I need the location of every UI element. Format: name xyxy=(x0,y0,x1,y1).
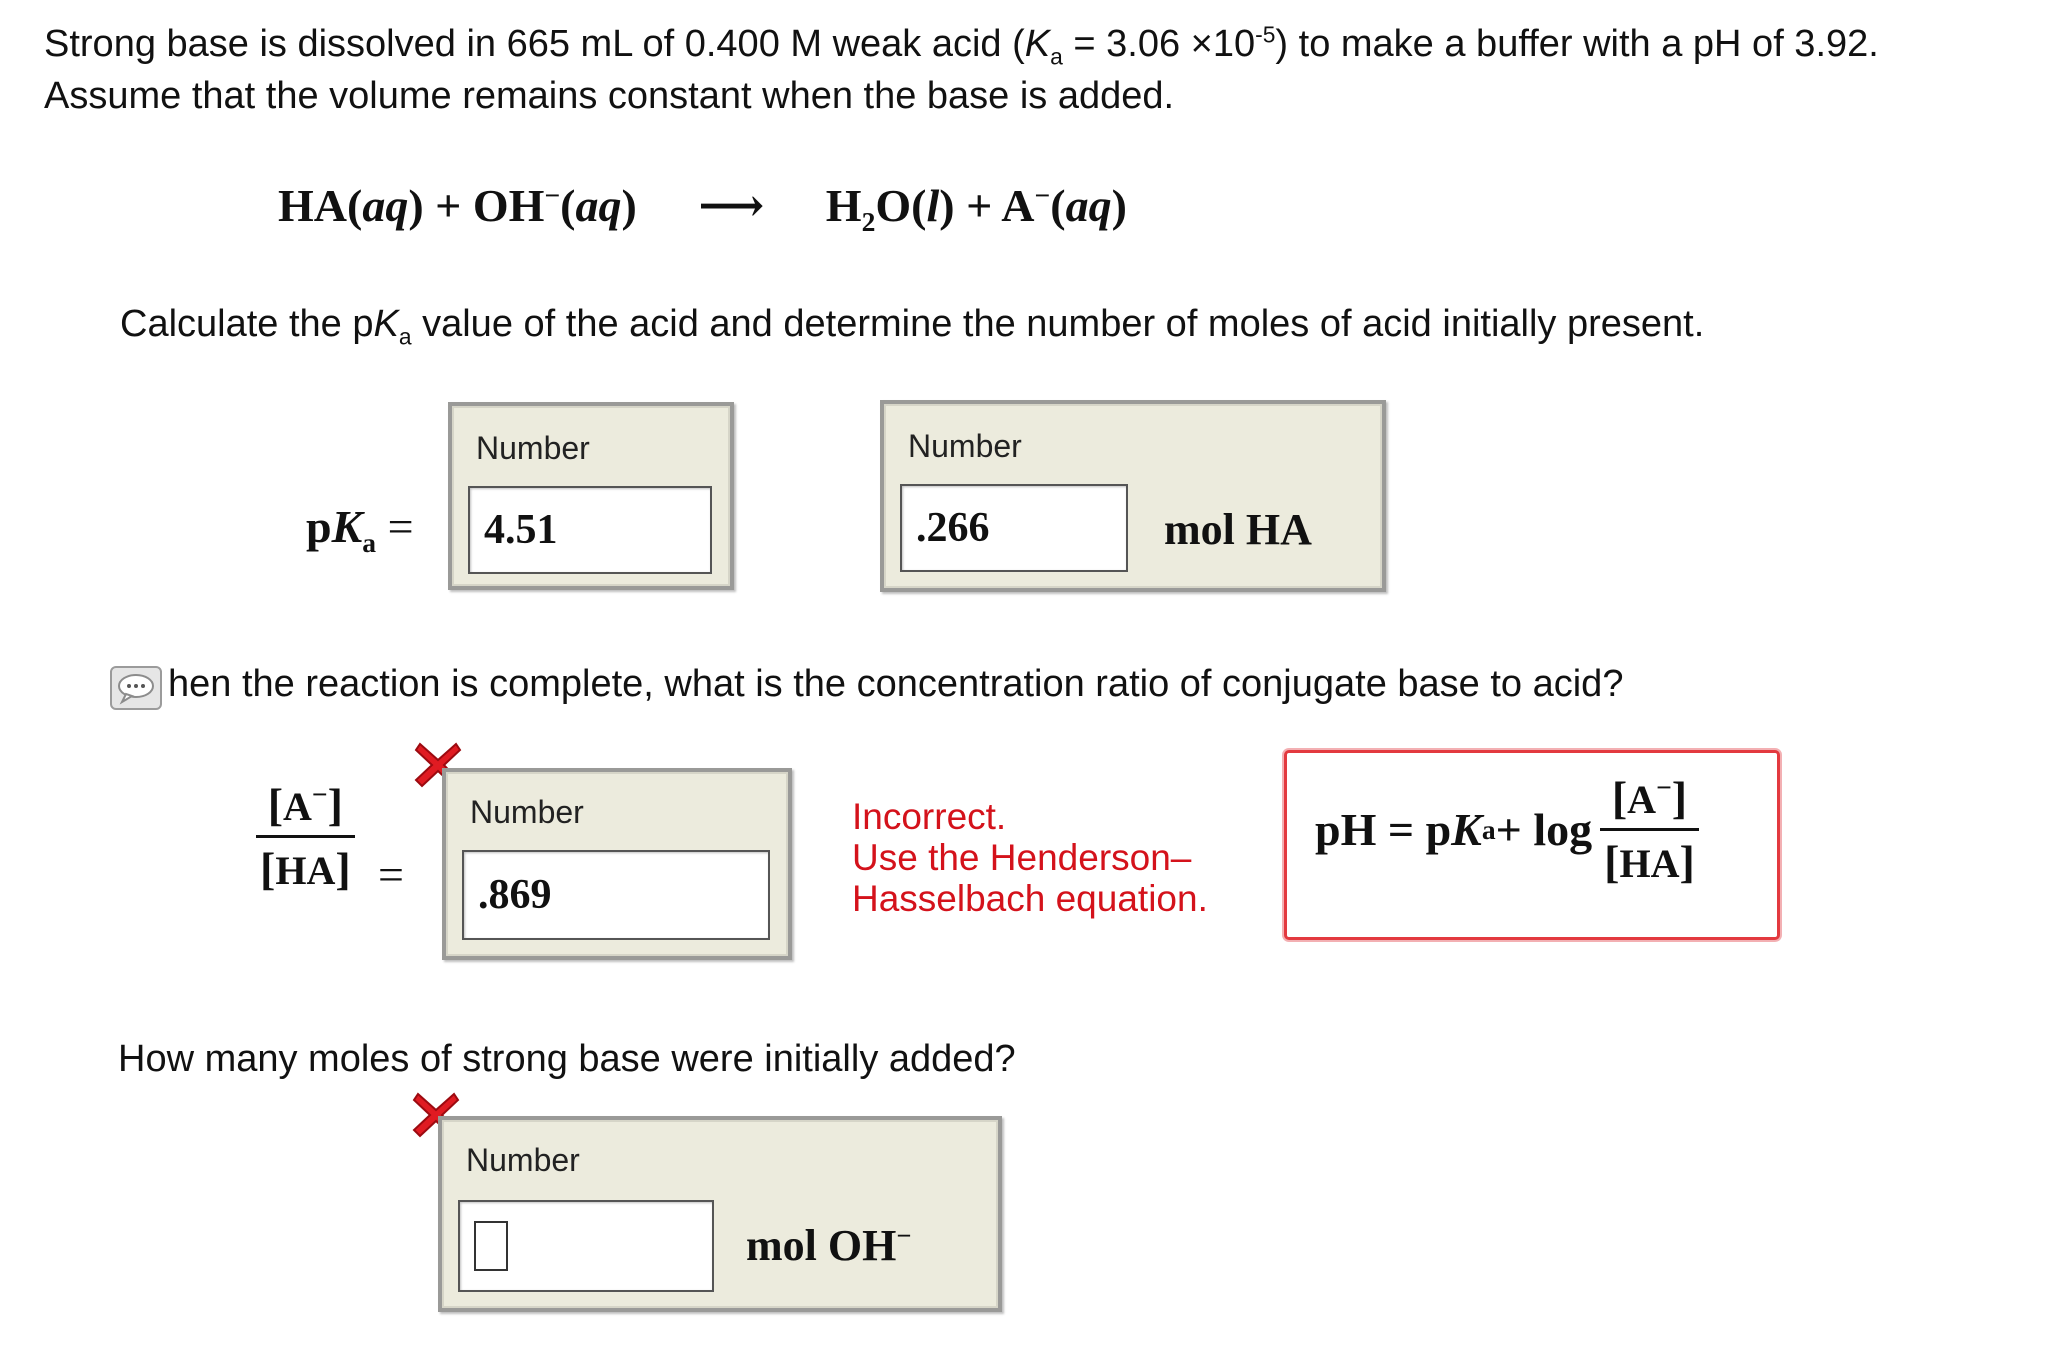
question-1 xyxy=(120,303,1705,350)
water-subscript: 2 xyxy=(861,206,876,238)
henderson-hasselbalch-formula: pH = p K a + log $\frac{[A^-]}{[HA]}$ xyxy=(1315,771,1699,888)
formula-den-species: HA xyxy=(1619,841,1680,886)
q1-text-end: value of the acid and determine the number of moles of acid initially present. xyxy=(411,303,1705,345)
feedback-line-3: Hasselbach equation. xyxy=(852,878,1208,919)
equals-sign: = xyxy=(387,501,414,552)
product-water-o: O xyxy=(875,180,912,231)
formula-lhs: pH = p xyxy=(1315,804,1452,855)
unit-mol-ha: mol HA xyxy=(1164,505,1312,554)
state-label: aq xyxy=(575,180,622,231)
product-water: H xyxy=(825,180,862,231)
ratio-frac xyxy=(256,778,355,895)
denominator-species: HA xyxy=(275,848,336,893)
formula-log: + log xyxy=(1495,804,1593,855)
number-label: Number xyxy=(466,1142,580,1178)
ka-symbol: K xyxy=(1024,23,1051,65)
hint-formula-box xyxy=(1284,750,1780,940)
reactant-base: OH xyxy=(472,180,545,231)
ratio-fraction xyxy=(256,778,355,895)
q1-k: K xyxy=(373,303,399,345)
problem-statement xyxy=(44,18,1879,122)
formula-num-species: A xyxy=(1627,777,1657,822)
problem-line-1 xyxy=(44,18,1879,70)
unit-mol-oh xyxy=(746,1220,911,1271)
number-label: Number xyxy=(470,794,584,830)
moles-acid-input[interactable]: .266 xyxy=(900,484,1128,572)
feedback-message xyxy=(852,796,1208,919)
feedback-line-1: Incorrect. xyxy=(852,796,1007,837)
pka-k: K xyxy=(331,501,363,552)
ka-value: = 3.06 ×10 xyxy=(1062,23,1256,65)
pka-sub: a xyxy=(362,527,377,559)
moles-acid-panel xyxy=(880,400,1386,592)
speech-bubble-icon-glyph xyxy=(112,668,160,708)
plus-sign: + xyxy=(435,180,462,231)
number-label: Number xyxy=(476,430,590,466)
ka-exponent: -5 xyxy=(1255,21,1276,48)
numerator-species: A xyxy=(283,784,312,829)
state-label: aq xyxy=(1065,180,1112,231)
formula-numerator: [A−] xyxy=(1611,771,1688,823)
pka-label xyxy=(306,500,414,559)
reaction-equation: HA(aq) + OH−(aq) ⟶ $H_2O(l) + A^-(aq)$ xyxy=(278,179,1127,238)
base-moles-input[interactable] xyxy=(458,1200,714,1292)
unit-text: mol OH xyxy=(746,1221,897,1270)
number-label: Number xyxy=(908,428,1022,464)
product-base: A xyxy=(1001,180,1035,231)
reactant-acid: HA xyxy=(278,180,347,231)
ratio-panel xyxy=(442,768,792,960)
formula-denominator: [HA] xyxy=(1600,828,1699,888)
pka-panel xyxy=(448,402,734,590)
q1-sub: a xyxy=(398,323,412,350)
charge: − xyxy=(896,1220,912,1251)
plus-sign: + xyxy=(966,180,993,231)
intro-text-end: ) to make a buffer with a pH of 3.92. xyxy=(1275,23,1879,65)
charge: − xyxy=(544,179,561,211)
ka-subscript: a xyxy=(1050,43,1063,70)
state-label: aq xyxy=(362,180,409,231)
base-moles-panel xyxy=(438,1116,1002,1312)
reaction-arrow: ⟶ xyxy=(698,180,765,231)
pka-p: p xyxy=(306,501,332,552)
charge: − xyxy=(1034,179,1051,211)
frac-numerator: [A−] xyxy=(267,778,343,830)
q1-text: Calculate the p xyxy=(120,303,374,345)
text-cursor xyxy=(474,1221,508,1271)
question-2: hen the reaction is complete, what is the concentration ratio of conjugate base to acid? xyxy=(168,663,1624,705)
question-3: How many moles of strong base were initially added? xyxy=(118,1038,1016,1080)
charge: − xyxy=(1656,771,1672,803)
feedback-line-2: Use the Henderson– xyxy=(852,837,1192,878)
equals-sign: = xyxy=(378,849,404,900)
problem-line-2: Assume that the volume remains constant when the base is added. xyxy=(44,75,1175,117)
state-label: l xyxy=(926,180,940,231)
charge: − xyxy=(311,778,328,810)
frac-denominator: [HA] xyxy=(256,835,355,895)
intro-text: Strong base is dissolved in 665 mL of 0.400 M weak acid ( xyxy=(44,23,1025,65)
speech-bubble-icon[interactable] xyxy=(110,666,162,710)
ratio-input[interactable]: .869 xyxy=(462,850,770,940)
formula-k: K xyxy=(1451,804,1482,855)
pka-input[interactable]: 4.51 xyxy=(468,486,712,574)
formula-fraction xyxy=(1600,771,1699,888)
